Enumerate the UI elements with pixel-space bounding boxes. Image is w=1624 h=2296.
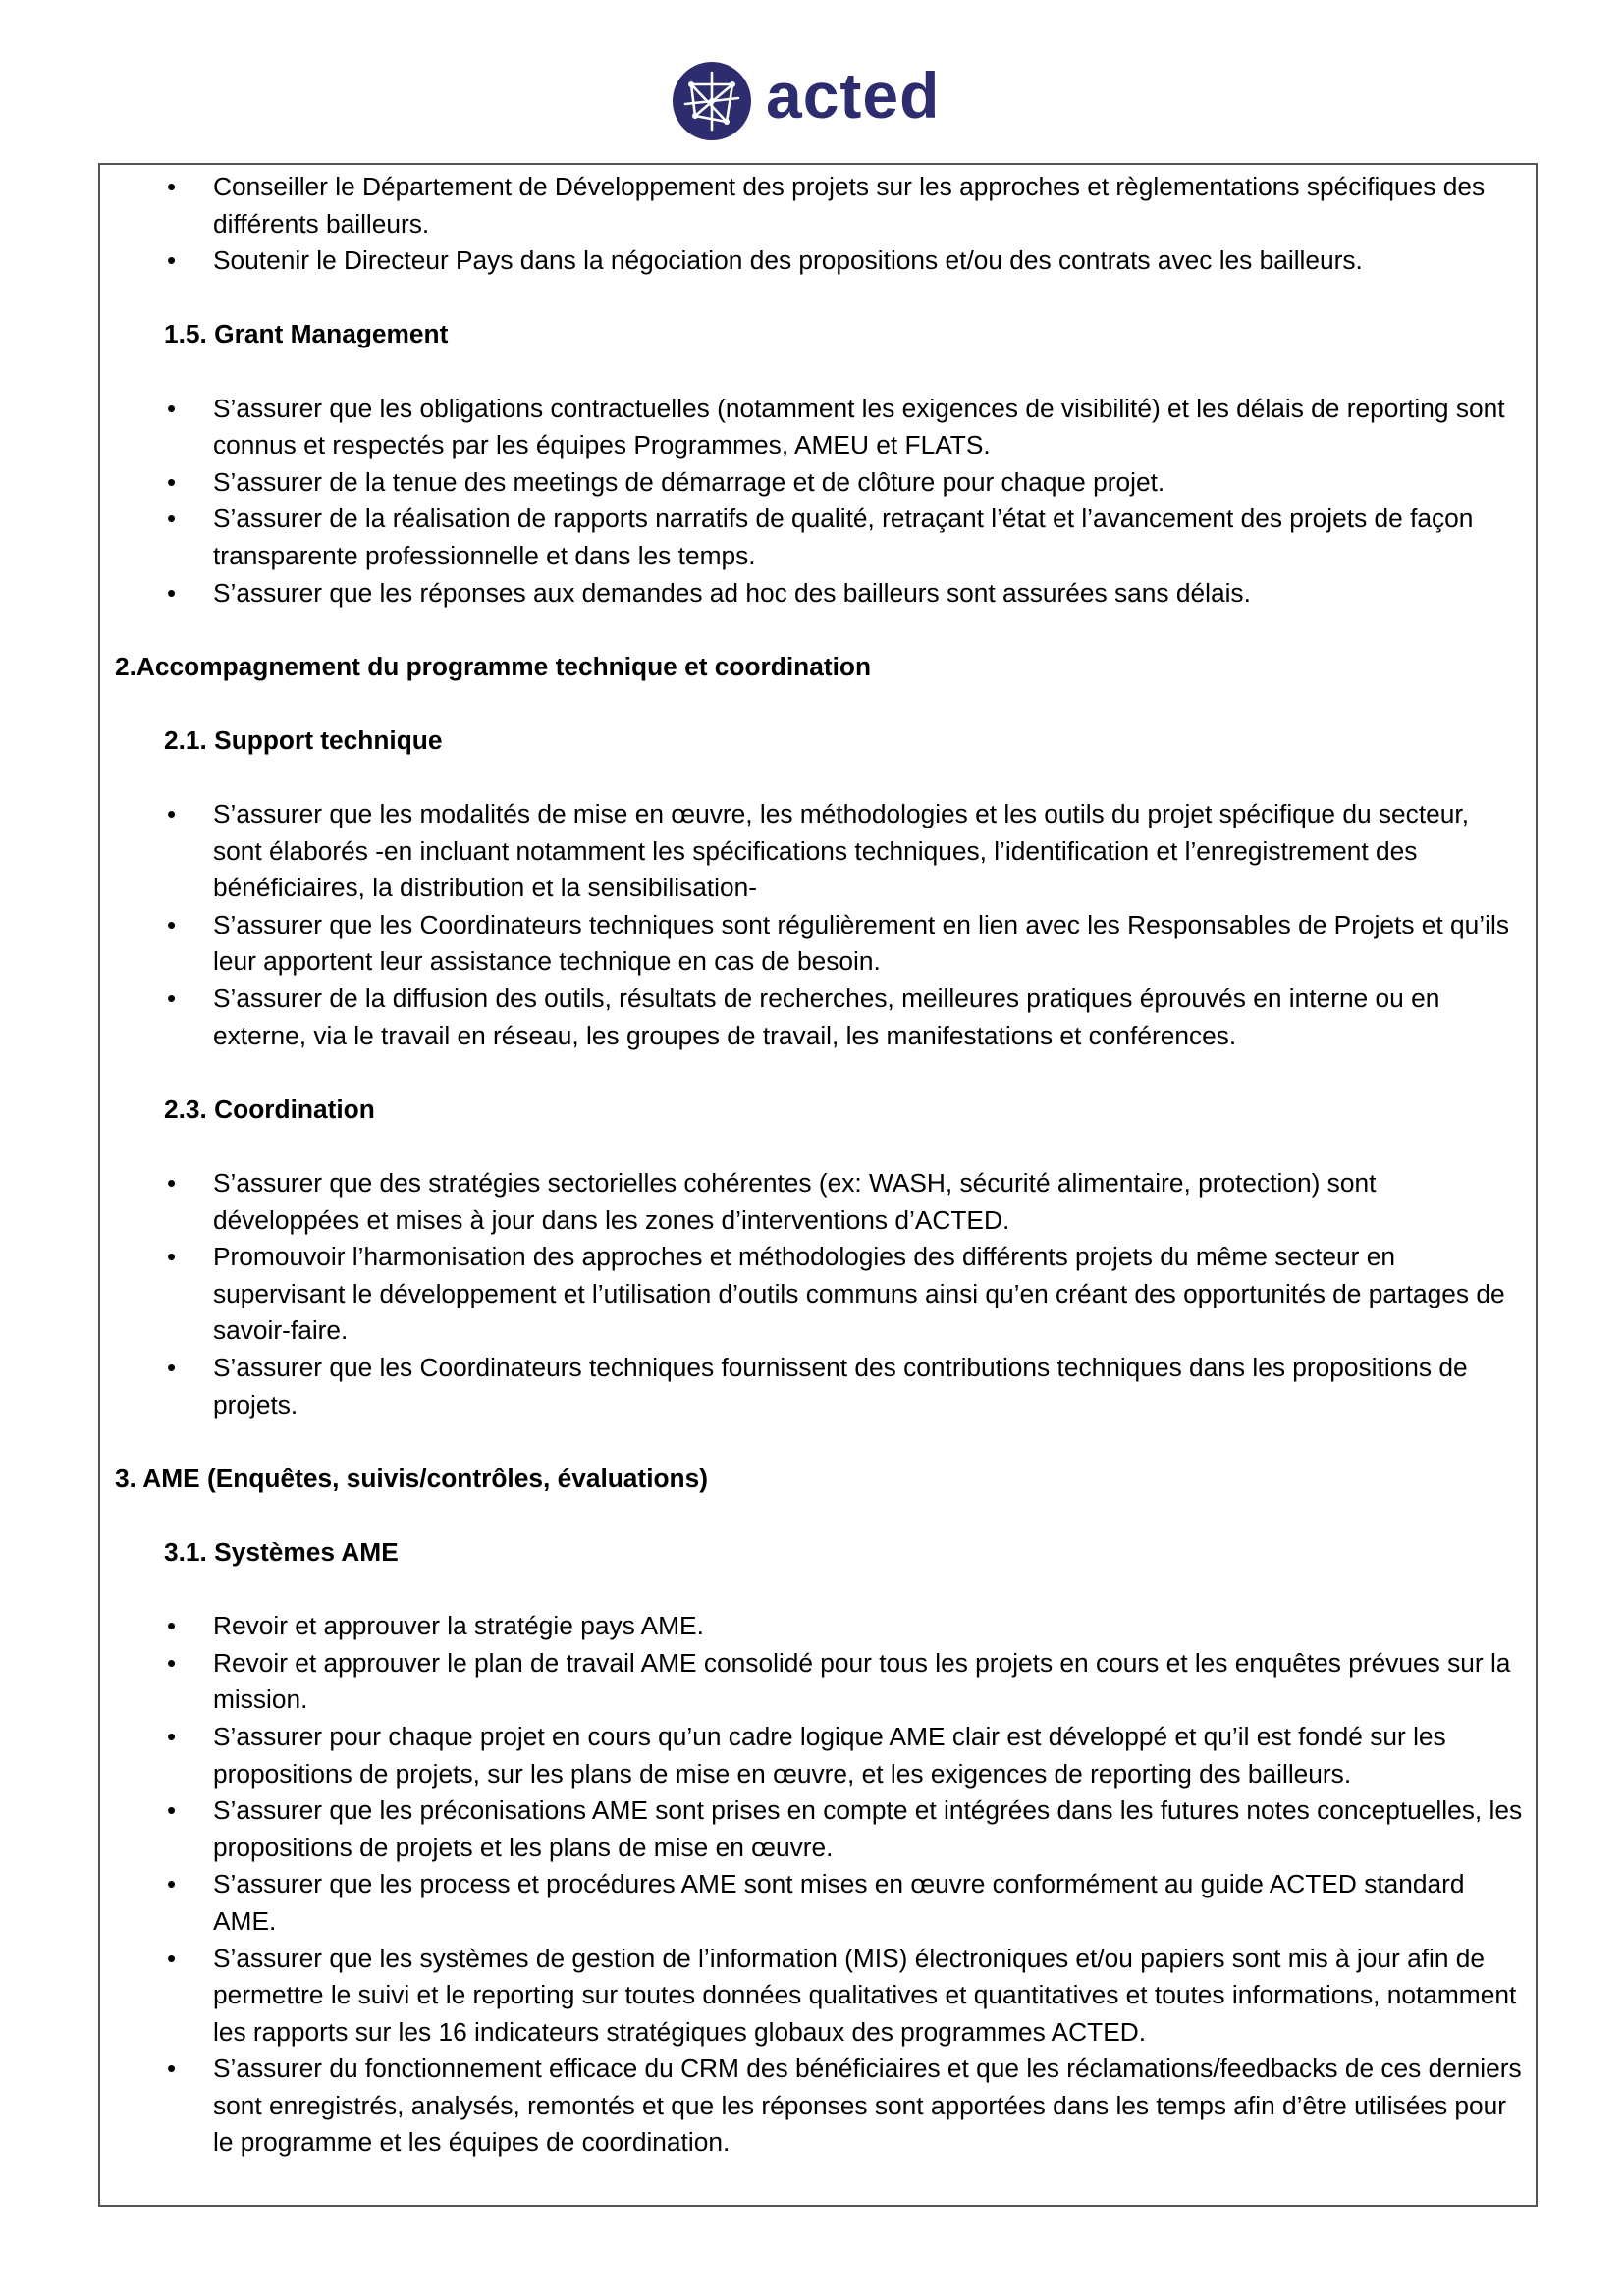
bullet-item: • S’assurer que les préconisations AME sont prises en compte et intégrées dans les futures notes conceptuelles, les propositions de projets et les plans de mise en œuvre. xyxy=(115,1792,1524,1866)
spacer xyxy=(115,760,1524,797)
subsection-heading: 1.5. Grant Management xyxy=(164,319,449,349)
spacer xyxy=(115,1572,1524,1609)
bullet-item: • S’assurer que les process et procédures AME sont mises en œuvre conformément au guide ACTED standard AME. xyxy=(115,1866,1524,1940)
bullet-item: • S’assurer que les réponses aux demandes ad hoc des bailleurs sont assurées sans délais. xyxy=(115,575,1524,613)
spacer xyxy=(115,612,1524,649)
bullet-item: • Promouvoir l’harmonisation des approches et méthodologies des différents projets du même secteur en supervisant le développement et l’utilisation d’outils communs ainsi qu’en créant des opportunités de partages de savoir-faire. xyxy=(115,1239,1524,1350)
spacer xyxy=(115,685,1524,722)
spacer xyxy=(115,1423,1524,1461)
spacer xyxy=(115,1497,1524,1534)
bullet-item: • S’assurer de la diffusion des outils, résultats de recherches, meilleures pratiques éprouvés en interne ou en externe, via le travail en réseau, les groupes de travail, les manifestations et conférences. xyxy=(115,981,1524,1054)
acted-logo-icon xyxy=(672,61,752,141)
bullet-item: • Revoir et approuver la stratégie pays AME. xyxy=(115,1608,1524,1645)
logo-wordmark: acted xyxy=(766,59,941,132)
bullet-item: • Revoir et approuver le plan de travail AME consolidé pour tous les projets en cours et les enquêtes prévues sur la mission. xyxy=(115,1645,1524,1719)
bullet-list xyxy=(115,1165,1524,1423)
bullet-item: • Soutenir le Directeur Pays dans la négociation des propositions et/ou des contrats avec les bailleurs. xyxy=(115,242,1524,280)
bullet-item: • S’assurer que les obligations contractuelles (notamment les exigences de visibilité) et les délais de reporting sont connus et respectés par les équipes Programmes, AMEU et FLATS. xyxy=(115,391,1524,464)
bullet-item: • S’assurer que les modalités de mise en œuvre, les méthodologies et les outils du projet spécifique du secteur, sont élaborés -en incluant notamment les spécifications techniques, l’identification et l’enregistrement des bénéficiaires, la distribution et la sensibilisation- xyxy=(115,796,1524,907)
bullet-item: • S’assurer pour chaque projet en cours qu’un cadre logique AME clair est développé et qu’il est fondé sur les propositions de projets, sur les plans de mise en œuvre, et les exigences de reporting des bailleurs. xyxy=(115,1719,1524,1792)
subsection-heading: 2.1. Support technique xyxy=(164,724,443,755)
page-header xyxy=(0,61,1624,149)
bullet-list xyxy=(115,796,1524,1054)
bullet-item: • Conseiller le Département de Développement des projets sur les approches et règlementations spécifiques des différents bailleurs. xyxy=(115,169,1524,242)
bullet-list xyxy=(115,1608,1524,2162)
spacer xyxy=(115,353,1524,391)
spacer xyxy=(115,1128,1524,1165)
document-body xyxy=(115,169,1524,2162)
bullet-item: • S’assurer du fonctionnement efficace du CRM des bénéficiaires et que les réclamations/feedbacks de ces derniers sont enregistrés, analysés, remontés et que les réponses sont apportées dans les temps afin d’être utilisées pour le programme et les équipes de coordination. xyxy=(115,2051,1524,2162)
subsection-heading: 2.3. Coordination xyxy=(164,1094,375,1124)
subsection-heading: 3.1. Systèmes AME xyxy=(164,1536,399,1567)
section-heading: 3. AME (Enquêtes, suivis/contrôles, évaluations) xyxy=(115,1463,709,1493)
spacer xyxy=(115,1054,1524,1092)
bullet-list xyxy=(115,391,1524,613)
content-frame xyxy=(98,163,1538,2207)
acted-logo xyxy=(672,61,940,141)
bullet-item: • S’assurer de la tenue des meetings de démarrage et de clôture pour chaque projet. xyxy=(115,464,1524,502)
bullet-item: • S’assurer que les Coordinateurs techniques fournissent des contributions techniques dans les propositions de projets. xyxy=(115,1350,1524,1423)
bullet-item: • S’assurer que les systèmes de gestion de l’information (MIS) électroniques et/ou papiers sont mis à jour afin de permettre le suivi et le reporting sur toutes données qualitatives et quantitatives et toutes informations, notamment les rapports sur les 16 indicateurs stratégiques globaux des programmes ACTED. xyxy=(115,1941,1524,2052)
bullet-item: • S’assurer que des stratégies sectorielles cohérentes (ex: WASH, sécurité alimentaire, protection) sont développées et mises à jour dans les zones d’interventions d’ACTED. xyxy=(115,1165,1524,1239)
section-heading: 2.Accompagnement du programme technique et coordination xyxy=(115,651,872,681)
bullet-list xyxy=(115,169,1524,280)
spacer xyxy=(115,280,1524,317)
bullet-item: • S’assurer que les Coordinateurs techniques sont régulièrement en lien avec les Responsables de Projets et qu’ils leur apportent leur assistance technique en cas de besoin. xyxy=(115,907,1524,981)
bullet-item: • S’assurer de la réalisation de rapports narratifs de qualité, retraçant l’état et l’avancement des projets de façon transparente professionnelle et dans les temps. xyxy=(115,501,1524,574)
